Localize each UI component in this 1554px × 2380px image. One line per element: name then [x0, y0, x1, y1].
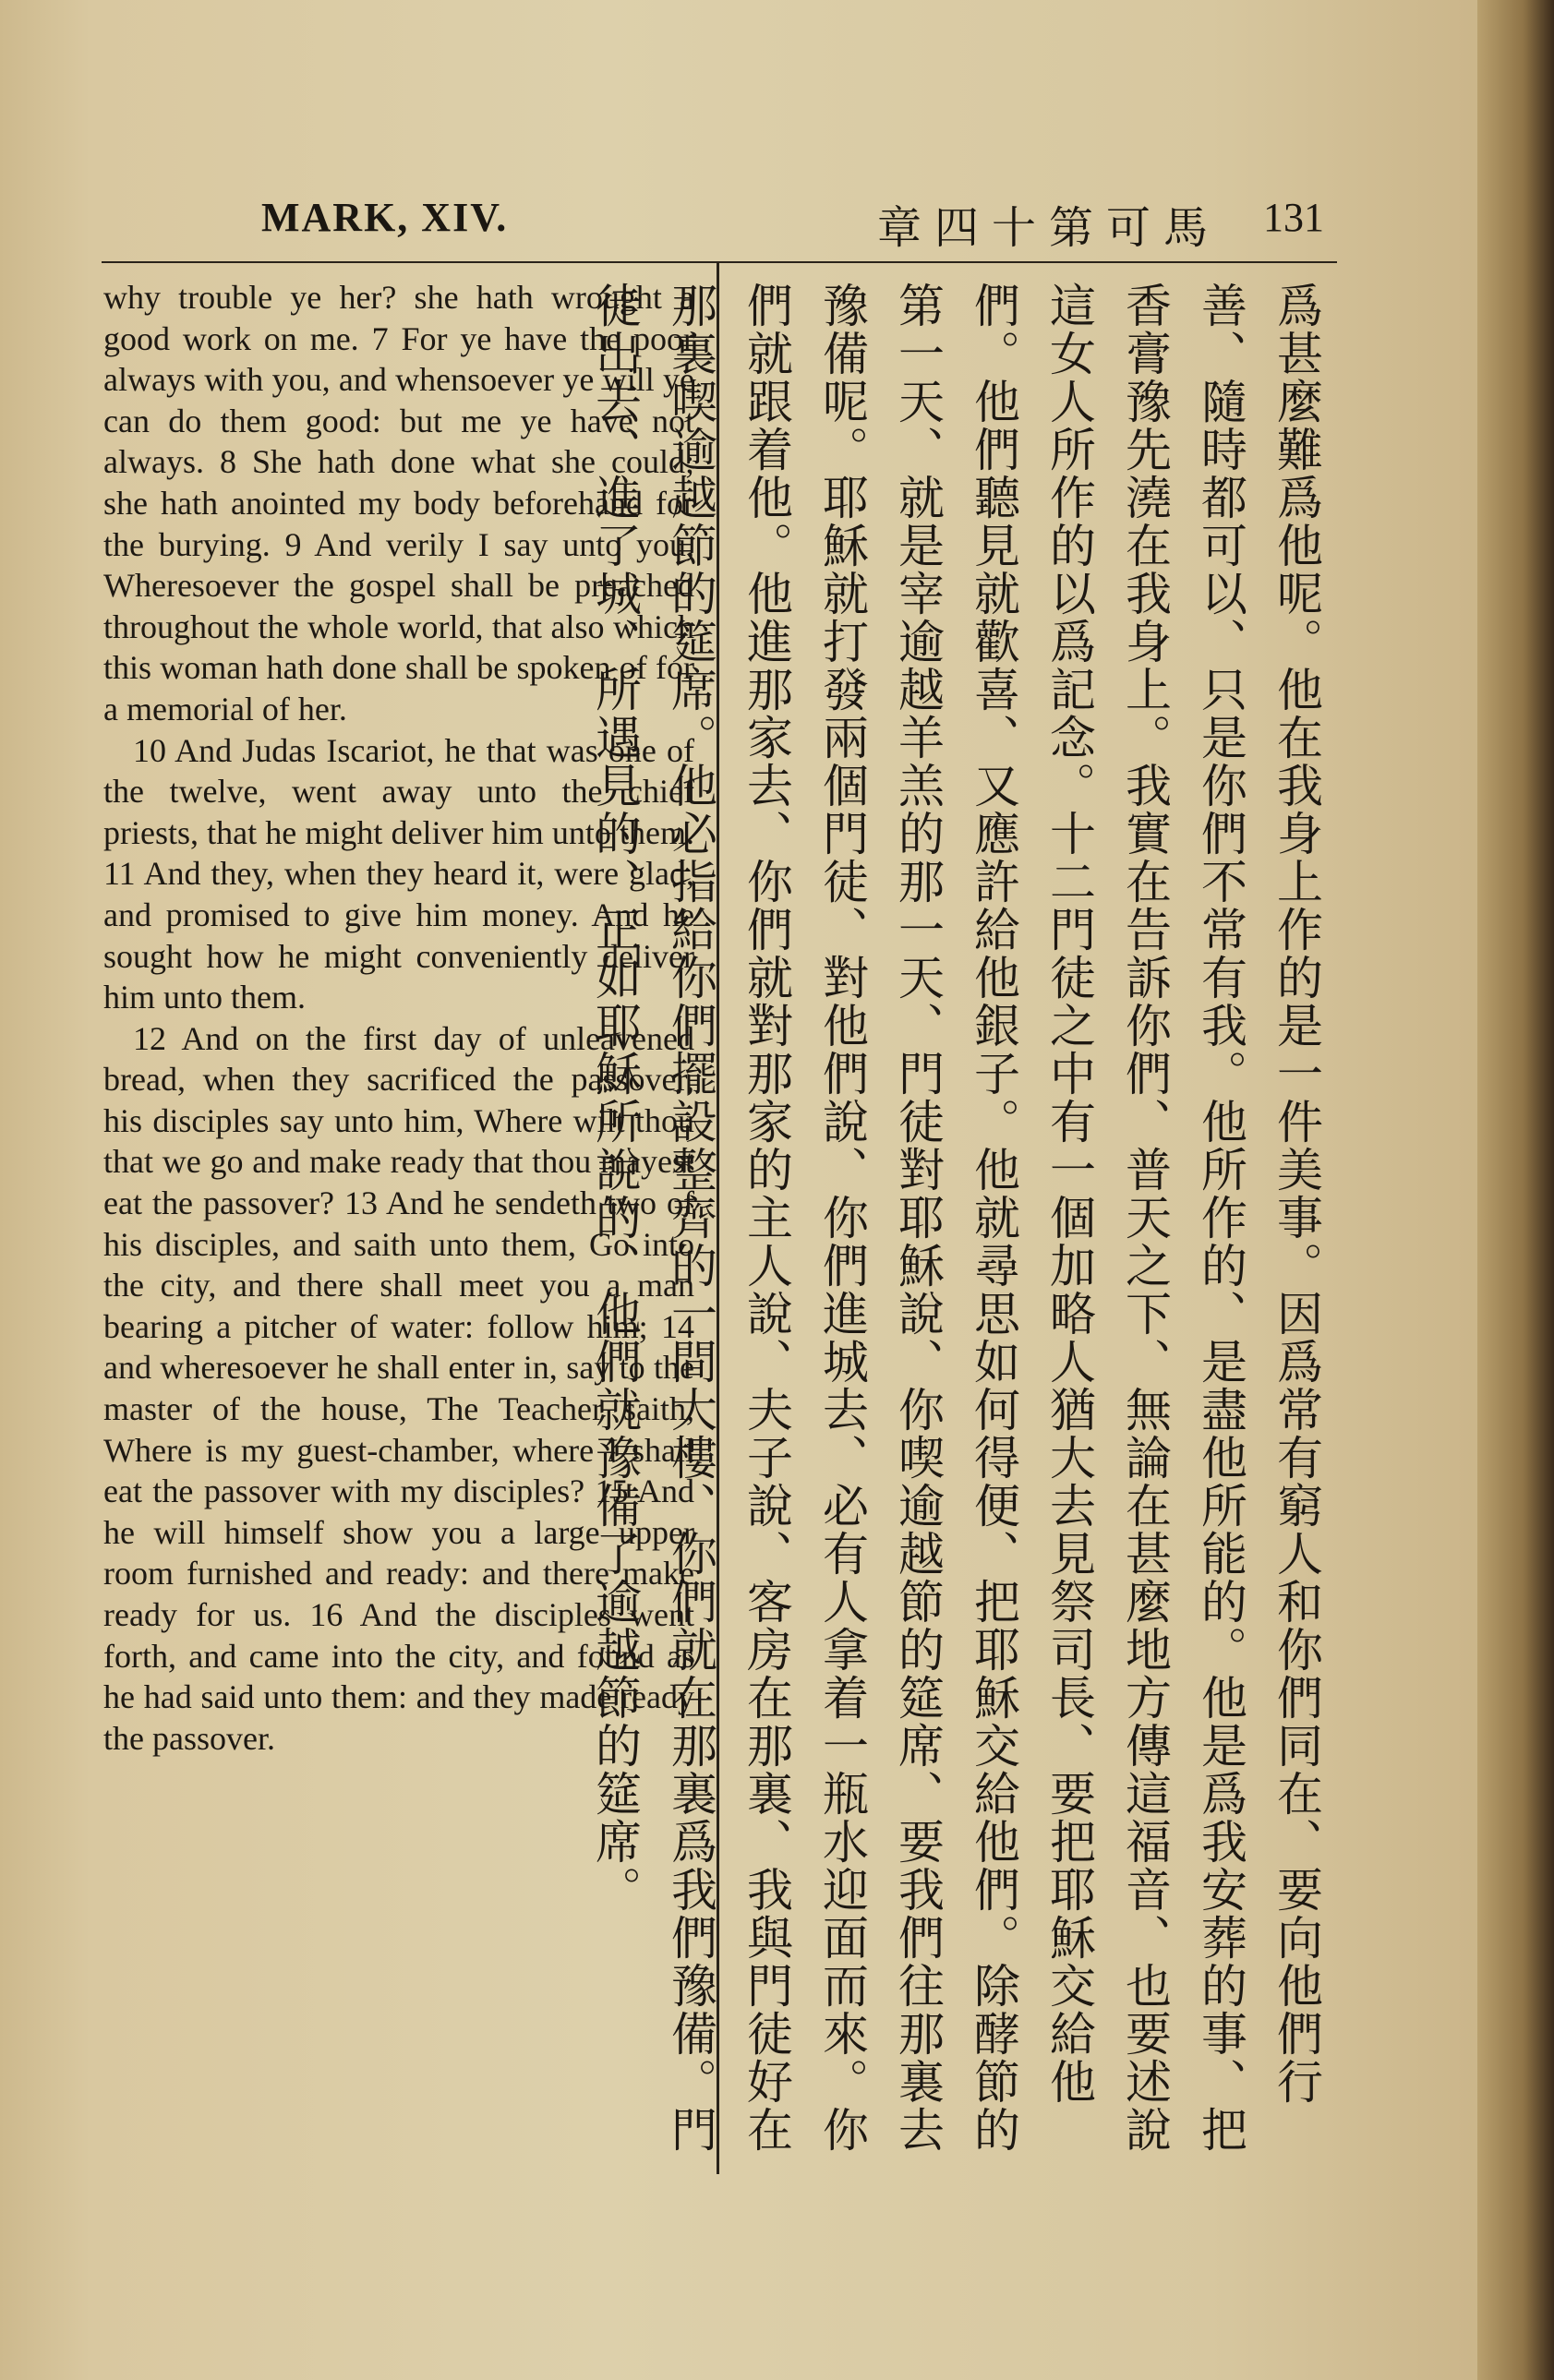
- english-paragraph: 10 And Judas Iscariot, he that was one of the twelve, went away unto the chief priests, that he might deliver him unto them. 11 And they, when they heard it, were glad, and promised to give him money. And he sought how he might conveniently deliver him unto them.: [103, 731, 694, 1016]
- book-spine-edge: [1477, 0, 1554, 2380]
- page-header: [0, 185, 1514, 253]
- english-paragraph: why trouble ye her? she hath wrought a good work on me. 7 For ye have the poor always with you, and whensoever ye will ye can do them good: but me ye have not always. 8 She hath done what she could; she hath anointed my body beforehand for the burying. 9 And verily I say unto you, Wheresoever the gospel shall be preached throughout the whole world, that also which this woman hath done shall be spoken of for a memorial of her.: [103, 279, 694, 727]
- header-rule-right: [718, 261, 1337, 263]
- page-number: 131: [1263, 195, 1324, 240]
- english-paragraph: 12 And on the first day of unleavened bread, when they sacrificed the passover, his disciples say unto him, Where wilt thou that we go and make ready that thou mayest eat the passover? 13 And he sendeth two of his disciples, and saith unto them, Go into the city, and there shall meet you a man bearing a pitcher of water: follow him; 14 and wheresoever he shall enter in, say to the master of the house, The Teacher saith, Where is my guest-chamber, where I shall eat the passover with my disciples? 15 And he will himself show you a large upper room furnished and ready: and there make ready for us. 16 And the disciples went forth, and came into the city, and found as he had said unto them: and they made ready the passover.: [103, 1019, 694, 1757]
- header-chinese-title: 章四十第可馬: [877, 204, 1222, 253]
- header-rule-left: [102, 261, 718, 263]
- header-english-title: MARK, XIV.: [261, 195, 509, 240]
- chinese-column: 爲甚麼難爲他呢。他在我身上作的是一件美事。因爲常有窮人和你們同在、要向他們行善、隨時都可以、只是你們不常有我。他所作的、是盡他所能的。他是爲我安葬的事、把香膏豫先澆在我身上。我實在告訴你們、普天之下、無論在甚麼地方傳這福音、也要述說這女人所作的以爲記念。十二門徒之中有一個加略人猶大去見祭司長、要把耶穌交給他們。他們聽見就歡喜、又應許給他銀子。他就尋思如何得便、把耶穌交給他們。除酵節的第一天、就是宰逾越羊羔的那一天、門徒對耶穌說、你喫逾越節的筵席、要我們往那裏去豫備呢。耶穌就打發兩個門徒、對他們說、你們進城去、必有人拿着一瓶水迎面而來。你們就跟着他。他進那家去、你們就對那家的主人說、夫子說、客房在那裏、我與門徒好在那裏喫逾越節的筵席。他必指給你們擺設整齊的一間大樓、你們就在那裏爲我們豫備。門徒出去、進了城、所遇見的、正如耶穌所說的、他們就豫備了逾越節的筵席。: [588, 282, 1323, 2154]
